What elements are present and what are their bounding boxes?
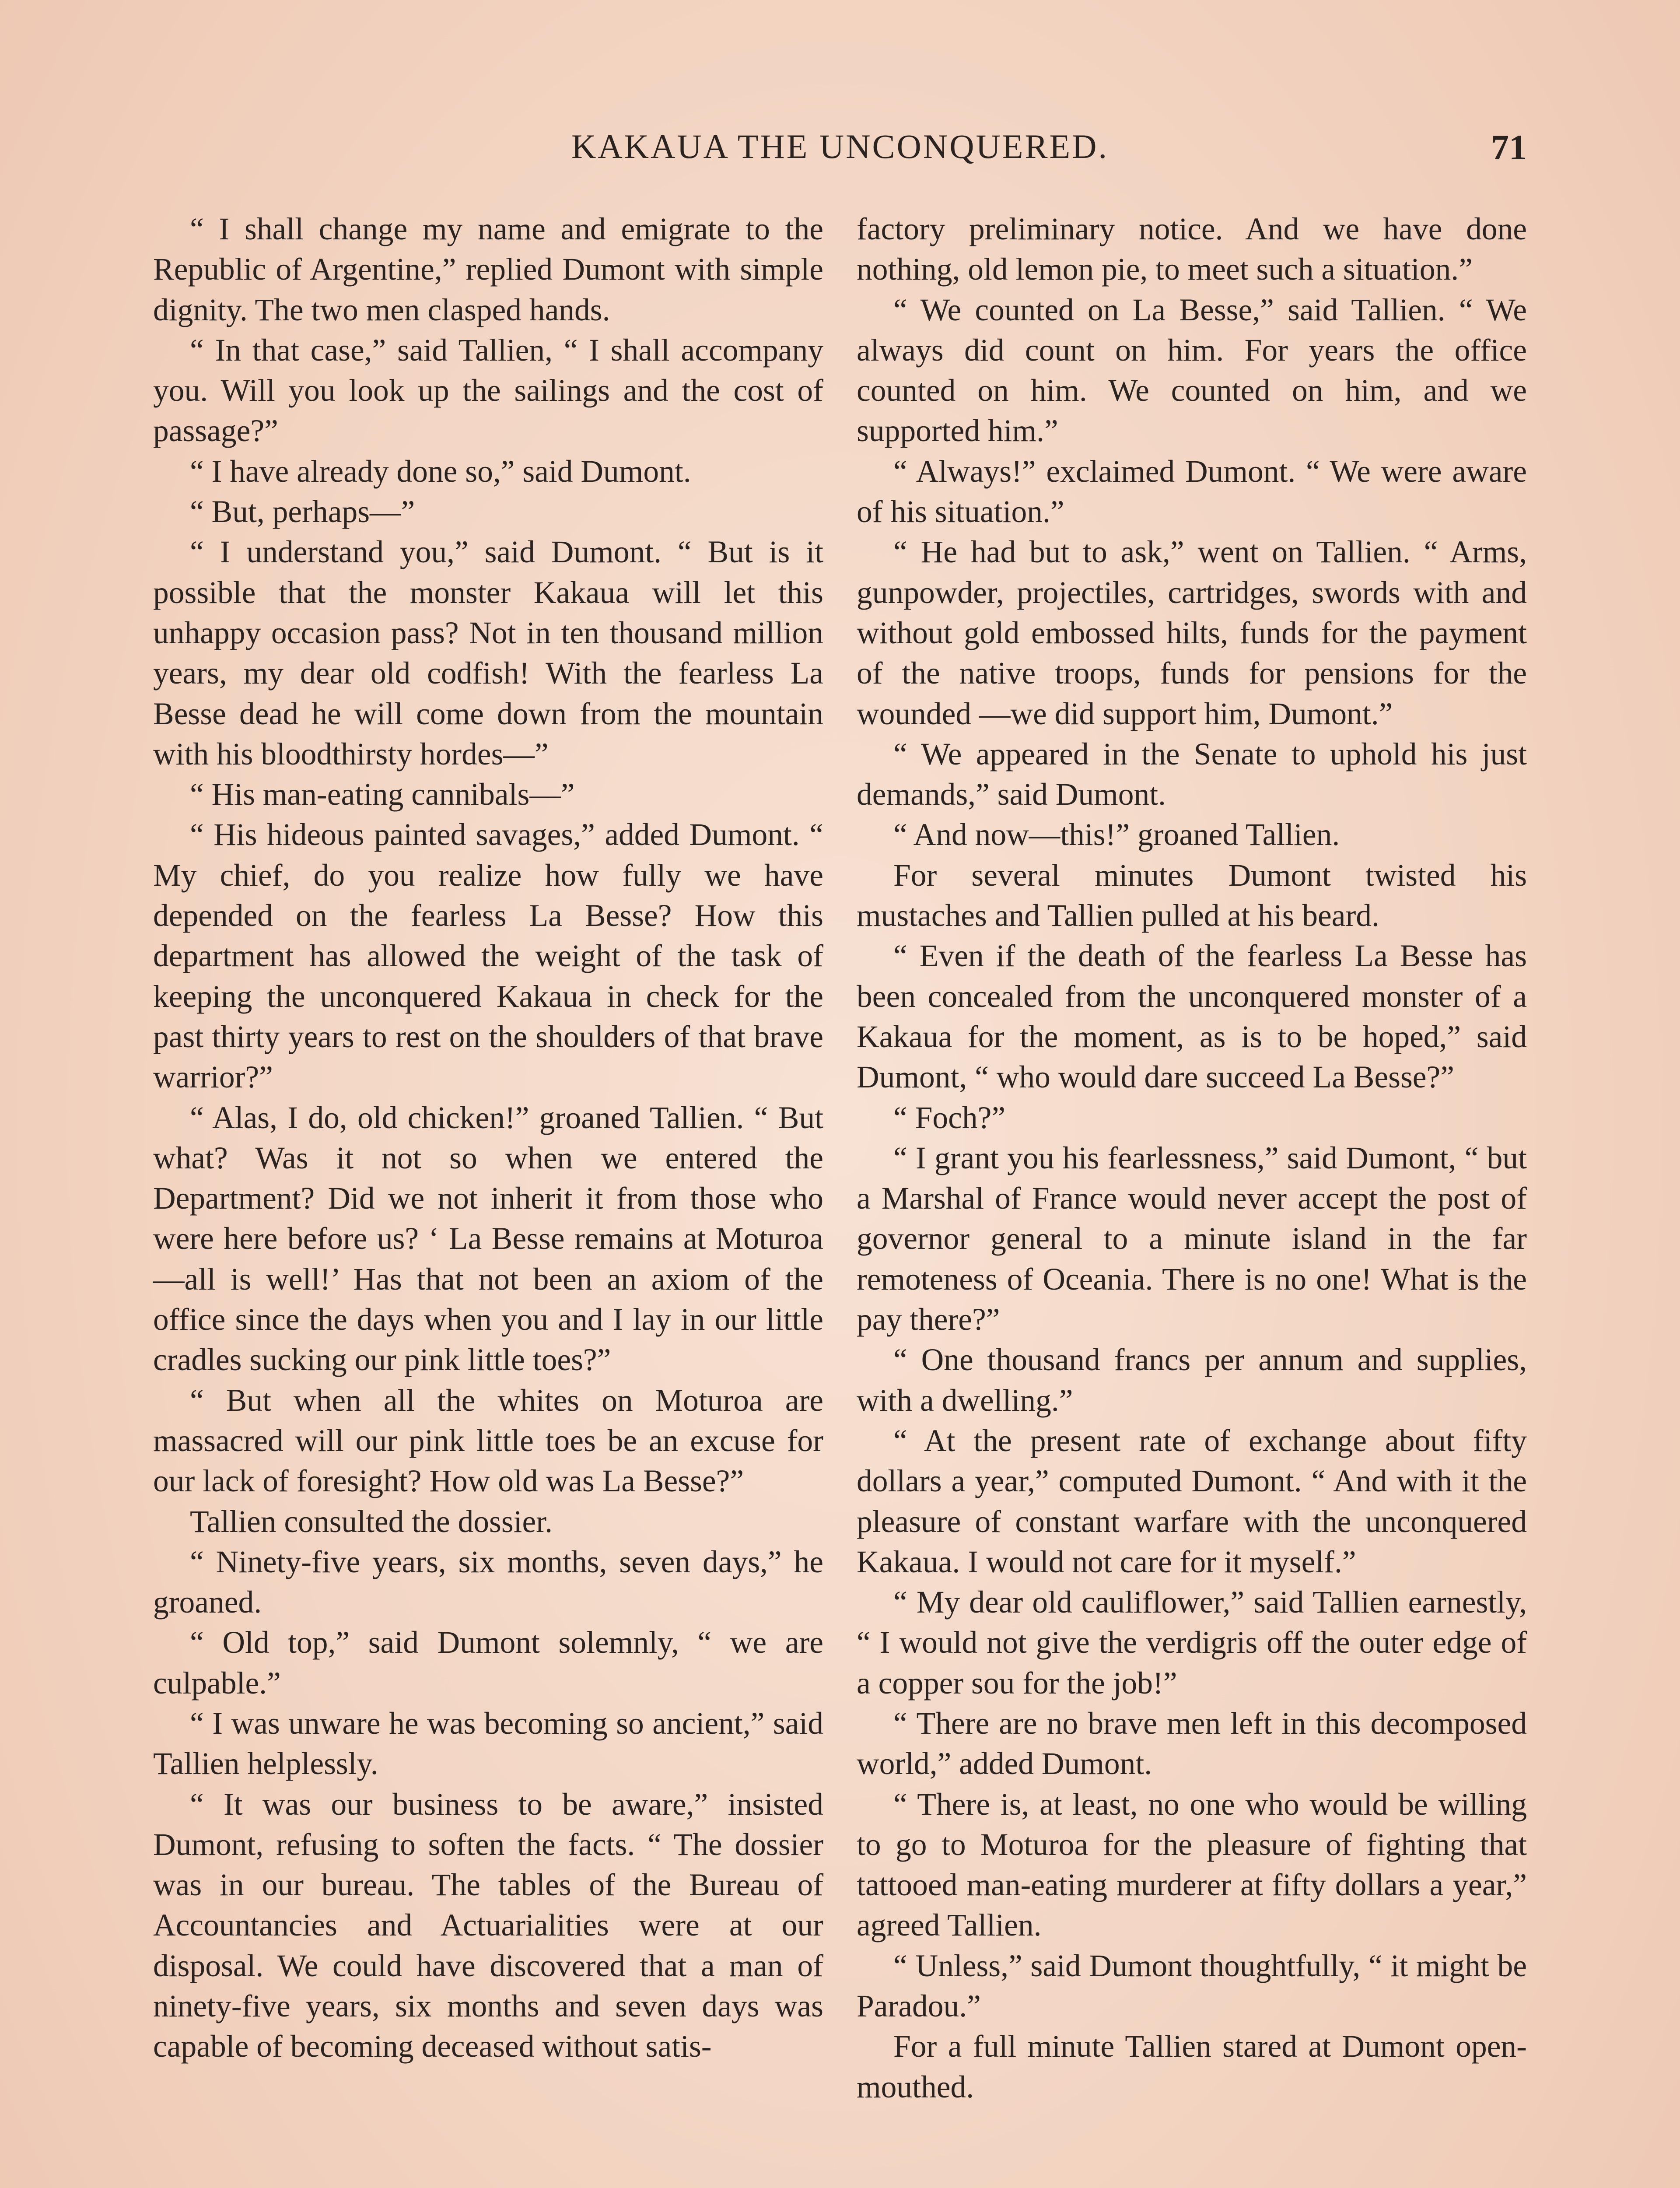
paragraph: “ His man-eating cannibals—” [190, 777, 575, 812]
paragraph: “ But, perhaps—” [190, 494, 415, 529]
paragraph: Tallien consulted the dossier. [190, 1504, 553, 1539]
paragraph: “ My dear old cauliflower,” said Tallien earnestly, “ I would not give the verdigris off the outer edge of a copper sou for the job!” [857, 1585, 1527, 1701]
paragraph: “ We appeared in the Senate to uphold his just demands,” said Dumont. [857, 736, 1527, 812]
paragraph: “ He had but to ask,” went on Tallien. “ Arms, gunpowder, projectiles, cartridges, swords with and without gold embossed hilts, funds for the payment of the native troops, funds for pensions for the wounded —we did support him, Dumont.” [857, 535, 1527, 731]
paragraph: “ His hideous painted savages,” added Dumont. “ My chief, do you realize how fully we have depended on the fearless La Besse? How this department has allowed the weight of the task of keeping the unconquered Kakaua in check for the past thirty years to rest on the shoulders of that brave warrior?” [153, 817, 823, 1095]
paragraph: “ I shall change my name and emigrate to the Republic of Argentine,” replied Dumont with simple dignity. The two men clasped hands. [153, 212, 823, 327]
paragraph: “ Always!” exclaimed Dumont. “ We were aware of his situation.” [857, 454, 1527, 529]
left-column [153, 209, 823, 2067]
paragraph: “ But when all the whites on Moturoa are massacred will our pink little toes be an excuse for our lack of foresight? How old was La Besse?” [153, 1383, 823, 1499]
paragraph: “ Even if the death of the fearless La Besse has been concealed from the unconquered monster of a Kakaua for the moment, as is to be hoped,” said Dumont, “ who would dare succeed La Besse?” [857, 939, 1527, 1095]
paragraph: “ Old top,” said Dumont solemnly, “ we are culpable.” [153, 1625, 823, 1701]
right-column [857, 209, 1527, 2107]
running-title: KAKAUA THE UNCONQUERED. [571, 127, 1109, 165]
paragraph: “ I grant you his fearlessness,” said Dumont, “ but a Marshal of France would never accept the post of governor general to a minute island in the far remoteness of Oceania. There is no one! What is the pay there?” [857, 1140, 1527, 1337]
paragraph: “ There is, at least, no one who would be willing to go to Moturoa for the pleasure of fighting that tattooed man-eating murderer at fifty dollars a year,” agreed Tallien. [857, 1787, 1527, 1943]
paragraph-continuation: factory preliminary notice. And we have done nothing, old lemon pie, to meet such a situation.” [857, 212, 1527, 287]
paragraph: “ I have already done so,” said Dumont. [190, 454, 691, 489]
paragraph: “ It was our business to be aware,” insisted Dumont, refusing to soften the facts. “ The dossier was in our bureau. The tables of the Bureau of Accountancies and Actuarialities were at our disposal. We could have discovered that a man of ninety-five years, six months and seven days was capable of becoming deceased without satis- [153, 1787, 823, 2064]
paragraph: “ I was unware he was becoming so ancient,” said Tallien helplessly. [153, 1706, 823, 1781]
paragraph: “ Unless,” said Dumont thoughtfully, “ it might be Paradou.” [857, 1948, 1527, 2024]
page-number: 71 [1491, 127, 1527, 167]
paragraph: “ At the present rate of exchange about fifty dollars a year,” computed Dumont. “ And with it the pleasure of constant warfare with the unconquered Kakaua. I would not care for it myself.” [857, 1423, 1527, 1579]
paragraph: “ I understand you,” said Dumont. “ But is it possible that the monster Kakaua will let this unhappy occasion pass? Not in ten thousand million years, my dear old codfish! With the fearless La Besse dead he will come down from the mountain with his bloodthirsty hordes—” [153, 535, 823, 771]
paragraph: “ And now—this!” groaned Tallien. [893, 817, 1340, 852]
paragraph: “ There are no brave men left in this decomposed world,” added Dumont. [857, 1706, 1527, 1781]
paragraph: For several minutes Dumont twisted his mustaches and Tallien pulled at his beard. [857, 858, 1527, 933]
paragraph: “ In that case,” said Tallien, “ I shall accompany you. Will you look up the sailings and the cost of passage?” [153, 333, 823, 449]
running-header [153, 127, 1527, 184]
paragraph: “ One thousand francs per annum and supplies, with a dwelling.” [857, 1343, 1527, 1418]
paragraph: For a full minute Tallien stared at Dumont open-mouthed. [857, 2029, 1527, 2104]
paragraph: “ We counted on La Besse,” said Tallien. “ We always did count on him. For years the office counted on him. We counted on him, and we supported him.” [857, 292, 1527, 449]
paragraph: “ Foch?” [893, 1100, 1006, 1135]
paragraph: “ Alas, I do, old chicken!” groaned Tallien. “ But what? Was it not so when we entered the Department? Did we not inherit it from those who were here before us? ‘ La Besse remains at Moturoa—all is well!’ Has that not been an axiom of the office since the days when you and I lay in our little cradles sucking our pink little toes?” [153, 1100, 823, 1378]
paragraph: “ Ninety-five years, six months, seven days,” he groaned. [153, 1544, 823, 1620]
